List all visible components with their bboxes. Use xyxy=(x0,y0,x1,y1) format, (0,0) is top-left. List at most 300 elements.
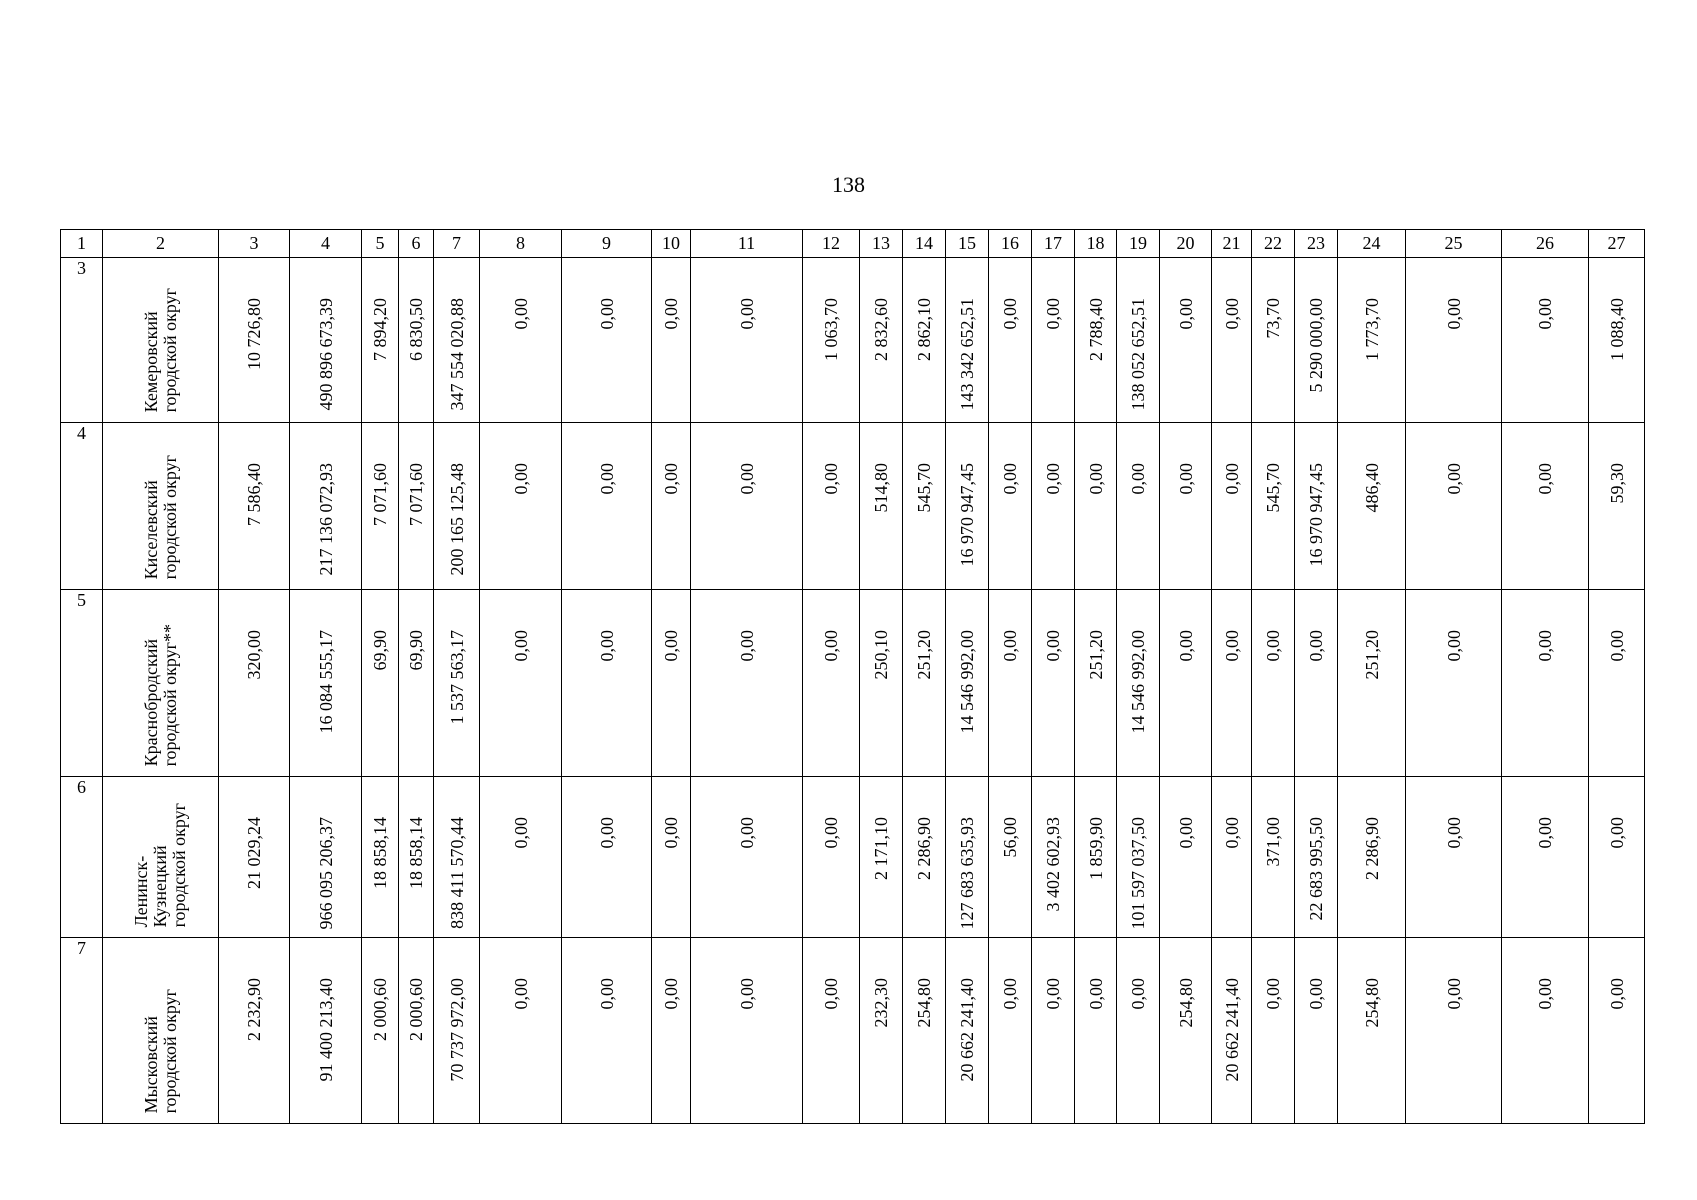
header-cell-2: 2 xyxy=(103,230,219,258)
value-text: 0,00 xyxy=(1535,463,1555,495)
municipality-name: Киселевский городской округ xyxy=(140,454,180,579)
value-text: 0,00 xyxy=(1606,817,1627,849)
value-text: 0,00 xyxy=(1000,978,1020,1010)
municipality-name: Краснобродский городской округ** xyxy=(140,623,180,766)
value-cell-col-8 xyxy=(480,258,562,423)
value-text: 0,00 xyxy=(596,817,617,849)
value-cell-col-4 xyxy=(290,938,362,1124)
value-cell-col-26 xyxy=(1502,590,1589,777)
value-cell-col-15 xyxy=(946,777,989,938)
value-cell-col-10 xyxy=(652,423,691,590)
value-text: 16 970 947,45 xyxy=(1306,463,1326,567)
value-text: 2 286,90 xyxy=(914,817,934,880)
value-text: 254,80 xyxy=(914,978,934,1028)
value-text: 0,00 xyxy=(510,463,531,495)
value-text: 200 165 125,48 xyxy=(446,463,467,576)
value-text: 0,00 xyxy=(1043,630,1063,662)
value-text: 545,70 xyxy=(1263,463,1283,513)
value-text: 0,00 xyxy=(1535,298,1555,330)
value-text: 0,00 xyxy=(1221,298,1242,330)
row-number: 3 xyxy=(61,258,103,423)
value-cell-col-6 xyxy=(399,590,434,777)
value-text: 232,30 xyxy=(871,978,891,1028)
value-text: 138 052 652,51 xyxy=(1128,298,1148,411)
value-text: 0,00 xyxy=(736,630,757,662)
header-cell-5: 5 xyxy=(362,230,399,258)
value-text: 0,00 xyxy=(661,298,681,330)
value-text: 0,00 xyxy=(1175,817,1196,849)
value-text: 143 342 652,51 xyxy=(957,298,977,411)
value-cell-col-27 xyxy=(1589,590,1645,777)
table-row xyxy=(61,938,1645,1124)
value-text: 0,00 xyxy=(596,630,617,662)
value-cell-col-10 xyxy=(652,777,691,938)
value-cell-col-26 xyxy=(1502,938,1589,1124)
value-text: 0,00 xyxy=(1535,630,1555,662)
value-cell-col-3 xyxy=(219,258,290,423)
value-text: 0,00 xyxy=(1000,630,1020,662)
value-text: 490 896 673,39 xyxy=(315,298,336,411)
value-text: 0,00 xyxy=(661,630,681,662)
header-cell-13: 13 xyxy=(860,230,903,258)
value-cell-col-24 xyxy=(1338,258,1406,423)
value-cell-col-5 xyxy=(362,423,399,590)
value-text: 16 970 947,45 xyxy=(957,463,977,567)
page-number: 138 xyxy=(832,172,865,197)
value-text: 251,20 xyxy=(914,630,934,680)
value-cell-col-19 xyxy=(1117,423,1160,590)
value-text: 0,00 xyxy=(1043,978,1063,1010)
value-cell-col-8 xyxy=(480,938,562,1124)
value-text: 56,00 xyxy=(1000,817,1020,858)
table-row xyxy=(61,777,1645,938)
value-cell-col-23 xyxy=(1295,423,1338,590)
header-cell-18: 18 xyxy=(1075,230,1117,258)
value-cell-col-10 xyxy=(652,590,691,777)
header-cell-16: 16 xyxy=(989,230,1032,258)
value-cell-col-22 xyxy=(1252,590,1295,777)
value-cell-col-19 xyxy=(1117,777,1160,938)
value-cell-col-22 xyxy=(1252,938,1295,1124)
value-cell-col-17 xyxy=(1032,258,1075,423)
municipality-name-cell xyxy=(103,938,219,1124)
value-text: 2 862,10 xyxy=(914,298,934,361)
value-cell-col-14 xyxy=(903,938,946,1124)
value-text: 2 232,90 xyxy=(244,978,264,1041)
value-text: 0,00 xyxy=(1085,978,1106,1010)
value-text: 7 071,60 xyxy=(370,463,390,526)
value-text: 7 071,60 xyxy=(406,463,426,526)
value-cell-col-12 xyxy=(803,258,860,423)
value-text: 2 000,60 xyxy=(370,978,390,1041)
value-text: 0,00 xyxy=(661,978,681,1010)
value-cell-col-4 xyxy=(290,423,362,590)
value-cell-col-9 xyxy=(562,590,652,777)
header-cell-9: 9 xyxy=(562,230,652,258)
table-row xyxy=(61,590,1645,777)
value-cell-col-16 xyxy=(989,423,1032,590)
value-cell-col-16 xyxy=(989,938,1032,1124)
value-text: 545,70 xyxy=(914,463,934,513)
header-cell-8: 8 xyxy=(480,230,562,258)
value-text: 1 537 563,17 xyxy=(446,630,467,725)
value-cell-col-18 xyxy=(1075,423,1117,590)
municipality-name-cell xyxy=(103,777,219,938)
value-cell-col-19 xyxy=(1117,258,1160,423)
value-cell-col-12 xyxy=(803,938,860,1124)
value-cell-col-15 xyxy=(946,590,989,777)
value-cell-col-17 xyxy=(1032,423,1075,590)
value-cell-col-6 xyxy=(399,777,434,938)
value-cell-col-5 xyxy=(362,258,399,423)
value-cell-col-6 xyxy=(399,938,434,1124)
value-text: 101 597 037,50 xyxy=(1128,817,1148,930)
value-cell-col-26 xyxy=(1502,777,1589,938)
value-cell-col-5 xyxy=(362,938,399,1124)
value-cell-col-7 xyxy=(434,258,480,423)
value-text: 1 063,70 xyxy=(821,298,841,361)
value-cell-col-11 xyxy=(691,938,803,1124)
value-text: 73,70 xyxy=(1263,298,1283,339)
value-cell-col-23 xyxy=(1295,258,1338,423)
municipality-name-cell xyxy=(103,590,219,777)
value-cell-col-22 xyxy=(1252,423,1295,590)
value-text: 21 029,24 xyxy=(244,817,264,889)
value-text: 20 662 241,40 xyxy=(1221,978,1242,1082)
value-cell-col-26 xyxy=(1502,258,1589,423)
header-cell-22: 22 xyxy=(1252,230,1295,258)
header-cell-27: 27 xyxy=(1589,230,1645,258)
value-cell-col-13 xyxy=(860,258,903,423)
value-cell-col-11 xyxy=(691,258,803,423)
value-cell-col-14 xyxy=(903,423,946,590)
value-cell-col-9 xyxy=(562,938,652,1124)
value-text: 0,00 xyxy=(1535,817,1555,849)
value-cell-col-11 xyxy=(691,777,803,938)
value-cell-col-22 xyxy=(1252,258,1295,423)
header-cell-1: 1 xyxy=(61,230,103,258)
header-cell-6: 6 xyxy=(399,230,434,258)
value-text: 0,00 xyxy=(821,978,841,1010)
value-cell-col-18 xyxy=(1075,777,1117,938)
value-cell-col-4 xyxy=(290,258,362,423)
header-cell-17: 17 xyxy=(1032,230,1075,258)
value-cell-col-8 xyxy=(480,590,562,777)
value-text: 254,80 xyxy=(1361,978,1382,1028)
value-cell-col-5 xyxy=(362,777,399,938)
value-text: 0,00 xyxy=(1263,630,1283,662)
value-text: 0,00 xyxy=(510,298,531,330)
value-text: 0,00 xyxy=(510,817,531,849)
value-cell-col-7 xyxy=(434,423,480,590)
value-text: 0,00 xyxy=(1175,298,1196,330)
value-text: 18 858,14 xyxy=(370,817,390,889)
value-cell-col-24 xyxy=(1338,590,1406,777)
value-text: 0,00 xyxy=(736,978,757,1010)
value-cell-col-3 xyxy=(219,777,290,938)
row-number: 7 xyxy=(61,938,103,1124)
value-cell-col-4 xyxy=(290,777,362,938)
value-cell-col-20 xyxy=(1160,777,1212,938)
value-cell-col-24 xyxy=(1338,777,1406,938)
value-cell-col-25 xyxy=(1406,938,1502,1124)
value-text: 10 726,80 xyxy=(244,298,264,370)
value-text: 127 683 635,93 xyxy=(957,817,977,930)
value-text: 14 546 992,00 xyxy=(1128,630,1148,734)
value-cell-col-7 xyxy=(434,938,480,1124)
value-text: 2 788,40 xyxy=(1085,298,1106,361)
row-number: 5 xyxy=(61,590,103,777)
value-text: 0,00 xyxy=(1043,298,1063,330)
value-cell-col-15 xyxy=(946,938,989,1124)
value-cell-col-18 xyxy=(1075,258,1117,423)
value-text: 320,00 xyxy=(244,630,264,680)
header-cell-11: 11 xyxy=(691,230,803,258)
value-text: 7 586,40 xyxy=(244,463,264,526)
value-cell-col-26 xyxy=(1502,423,1589,590)
value-text: 69,90 xyxy=(406,630,426,671)
value-text: 22 683 995,50 xyxy=(1306,817,1326,921)
value-cell-col-24 xyxy=(1338,423,1406,590)
value-cell-col-16 xyxy=(989,258,1032,423)
value-text: 0,00 xyxy=(1221,817,1242,849)
value-text: 0,00 xyxy=(510,630,531,662)
value-cell-col-4 xyxy=(290,590,362,777)
value-cell-col-18 xyxy=(1075,938,1117,1124)
header-cell-4: 4 xyxy=(290,230,362,258)
value-text: 0,00 xyxy=(821,817,841,849)
municipality-name-cell xyxy=(103,423,219,590)
value-text: 838 411 570,44 xyxy=(446,817,467,929)
value-text: 0,00 xyxy=(510,978,531,1010)
value-text: 0,00 xyxy=(1128,463,1148,495)
value-cell-col-16 xyxy=(989,777,1032,938)
value-text: 0,00 xyxy=(596,978,617,1010)
value-cell-col-15 xyxy=(946,423,989,590)
value-text: 0,00 xyxy=(1306,630,1326,662)
value-cell-col-27 xyxy=(1589,777,1645,938)
header-cell-24: 24 xyxy=(1338,230,1406,258)
value-cell-col-23 xyxy=(1295,777,1338,938)
header-row xyxy=(61,230,1645,258)
value-text: 0,00 xyxy=(1606,978,1627,1010)
header-cell-10: 10 xyxy=(652,230,691,258)
header-cell-21: 21 xyxy=(1212,230,1252,258)
value-text: 14 546 992,00 xyxy=(957,630,977,734)
value-text: 0,00 xyxy=(1043,463,1063,495)
value-text: 347 554 020,88 xyxy=(446,298,467,411)
header-cell-23: 23 xyxy=(1295,230,1338,258)
value-cell-col-14 xyxy=(903,777,946,938)
value-text: 371,00 xyxy=(1263,817,1283,867)
value-text: 254,80 xyxy=(1175,978,1196,1028)
value-cell-col-7 xyxy=(434,590,480,777)
value-cell-col-11 xyxy=(691,590,803,777)
value-text: 0,00 xyxy=(1221,463,1242,495)
value-text: 20 662 241,40 xyxy=(957,978,977,1082)
value-cell-col-21 xyxy=(1212,258,1252,423)
value-text: 0,00 xyxy=(736,817,757,849)
value-cell-col-3 xyxy=(219,938,290,1124)
value-cell-col-27 xyxy=(1589,423,1645,590)
value-cell-col-14 xyxy=(903,590,946,777)
value-text: 59,30 xyxy=(1606,463,1627,504)
value-text: 1 088,40 xyxy=(1606,298,1627,361)
value-text: 0,00 xyxy=(736,463,757,495)
value-cell-col-21 xyxy=(1212,938,1252,1124)
value-text: 0,00 xyxy=(1175,463,1196,495)
value-cell-col-9 xyxy=(562,423,652,590)
table-row xyxy=(61,258,1645,423)
value-text: 16 084 555,17 xyxy=(315,630,336,734)
value-cell-col-17 xyxy=(1032,590,1075,777)
value-cell-col-24 xyxy=(1338,938,1406,1124)
value-cell-col-13 xyxy=(860,777,903,938)
value-text: 0,00 xyxy=(1443,817,1464,849)
value-text: 0,00 xyxy=(596,463,617,495)
value-text: 0,00 xyxy=(1085,463,1106,495)
value-cell-col-11 xyxy=(691,423,803,590)
value-text: 1 859,90 xyxy=(1085,817,1106,880)
value-cell-col-20 xyxy=(1160,423,1212,590)
value-cell-col-23 xyxy=(1295,938,1338,1124)
value-cell-col-13 xyxy=(860,938,903,1124)
value-cell-col-21 xyxy=(1212,423,1252,590)
header-cell-20: 20 xyxy=(1160,230,1212,258)
value-cell-col-10 xyxy=(652,258,691,423)
header-cell-14: 14 xyxy=(903,230,946,258)
value-text: 2 171,10 xyxy=(871,817,891,880)
value-cell-col-3 xyxy=(219,590,290,777)
value-cell-col-12 xyxy=(803,423,860,590)
value-cell-col-7 xyxy=(434,777,480,938)
value-text: 69,90 xyxy=(370,630,390,671)
value-cell-col-12 xyxy=(803,590,860,777)
row-number: 4 xyxy=(61,423,103,590)
value-text: 0,00 xyxy=(1443,463,1464,495)
table-row xyxy=(61,423,1645,590)
value-cell-col-6 xyxy=(399,258,434,423)
value-cell-col-25 xyxy=(1406,590,1502,777)
value-cell-col-18 xyxy=(1075,590,1117,777)
value-cell-col-25 xyxy=(1406,777,1502,938)
value-cell-col-17 xyxy=(1032,938,1075,1124)
value-text: 0,00 xyxy=(1443,978,1464,1010)
value-cell-col-23 xyxy=(1295,590,1338,777)
value-cell-col-14 xyxy=(903,258,946,423)
value-text: 0,00 xyxy=(1128,978,1148,1010)
value-text: 251,20 xyxy=(1361,630,1382,680)
row-number: 6 xyxy=(61,777,103,938)
value-text: 91 400 213,40 xyxy=(315,978,336,1082)
value-cell-col-3 xyxy=(219,423,290,590)
value-cell-col-17 xyxy=(1032,777,1075,938)
municipality-name-cell xyxy=(103,258,219,423)
value-text: 6 830,50 xyxy=(406,298,426,361)
value-cell-col-15 xyxy=(946,258,989,423)
value-cell-col-13 xyxy=(860,590,903,777)
header-cell-25: 25 xyxy=(1406,230,1502,258)
value-text: 2 286,90 xyxy=(1361,817,1382,880)
value-text: 0,00 xyxy=(1443,298,1464,330)
value-text: 2 832,60 xyxy=(871,298,891,361)
header-cell-19: 19 xyxy=(1117,230,1160,258)
value-cell-col-27 xyxy=(1589,258,1645,423)
value-text: 0,00 xyxy=(1000,463,1020,495)
value-text: 0,00 xyxy=(821,463,841,495)
value-cell-col-9 xyxy=(562,258,652,423)
value-text: 0,00 xyxy=(1221,630,1242,662)
value-cell-col-8 xyxy=(480,777,562,938)
value-cell-col-21 xyxy=(1212,777,1252,938)
value-text: 7 894,20 xyxy=(370,298,390,361)
value-cell-col-10 xyxy=(652,938,691,1124)
value-text: 486,40 xyxy=(1361,463,1382,513)
value-text: 0,00 xyxy=(596,298,617,330)
header-cell-15: 15 xyxy=(946,230,989,258)
municipality-name: Кемеровский городской округ xyxy=(140,287,180,412)
value-cell-col-20 xyxy=(1160,258,1212,423)
header-cell-7: 7 xyxy=(434,230,480,258)
value-cell-col-20 xyxy=(1160,938,1212,1124)
value-cell-col-8 xyxy=(480,423,562,590)
value-cell-col-27 xyxy=(1589,938,1645,1124)
value-cell-col-20 xyxy=(1160,590,1212,777)
value-text: 18 858,14 xyxy=(406,817,426,889)
value-text: 0,00 xyxy=(821,630,841,662)
value-text: 0,00 xyxy=(1000,298,1020,330)
value-text: 0,00 xyxy=(1443,630,1464,662)
value-cell-col-16 xyxy=(989,590,1032,777)
value-text: 0,00 xyxy=(1535,978,1555,1010)
value-text: 3 402 602,93 xyxy=(1043,817,1063,912)
municipality-name: Ленинск- Кузнецкий городской округ xyxy=(131,802,189,927)
value-text: 0,00 xyxy=(1175,630,1196,662)
municipality-name: Мысковский городской округ xyxy=(140,988,180,1113)
value-text: 70 737 972,00 xyxy=(446,978,467,1082)
value-text: 514,80 xyxy=(871,463,891,513)
header-cell-26: 26 xyxy=(1502,230,1589,258)
value-cell-col-19 xyxy=(1117,938,1160,1124)
value-cell-col-25 xyxy=(1406,423,1502,590)
header-cell-12: 12 xyxy=(803,230,860,258)
value-text: 966 095 206,37 xyxy=(315,817,336,930)
value-cell-col-22 xyxy=(1252,777,1295,938)
value-cell-col-5 xyxy=(362,590,399,777)
value-text: 1 773,70 xyxy=(1361,298,1382,361)
value-cell-col-12 xyxy=(803,777,860,938)
value-text: 5 290 000,00 xyxy=(1306,298,1326,393)
value-text: 2 000,60 xyxy=(406,978,426,1041)
value-text: 217 136 072,93 xyxy=(315,463,336,576)
value-text: 0,00 xyxy=(661,817,681,849)
value-cell-col-25 xyxy=(1406,258,1502,423)
value-text: 250,10 xyxy=(871,630,891,680)
data-table xyxy=(60,229,1645,1124)
value-cell-col-9 xyxy=(562,777,652,938)
value-cell-col-19 xyxy=(1117,590,1160,777)
value-cell-col-13 xyxy=(860,423,903,590)
value-text: 0,00 xyxy=(736,298,757,330)
value-text: 0,00 xyxy=(1306,978,1326,1010)
value-text: 251,20 xyxy=(1085,630,1106,680)
value-text: 0,00 xyxy=(1606,630,1627,662)
value-cell-col-21 xyxy=(1212,590,1252,777)
header-cell-3: 3 xyxy=(219,230,290,258)
value-text: 0,00 xyxy=(661,463,681,495)
value-cell-col-6 xyxy=(399,423,434,590)
value-text: 0,00 xyxy=(1263,978,1283,1010)
